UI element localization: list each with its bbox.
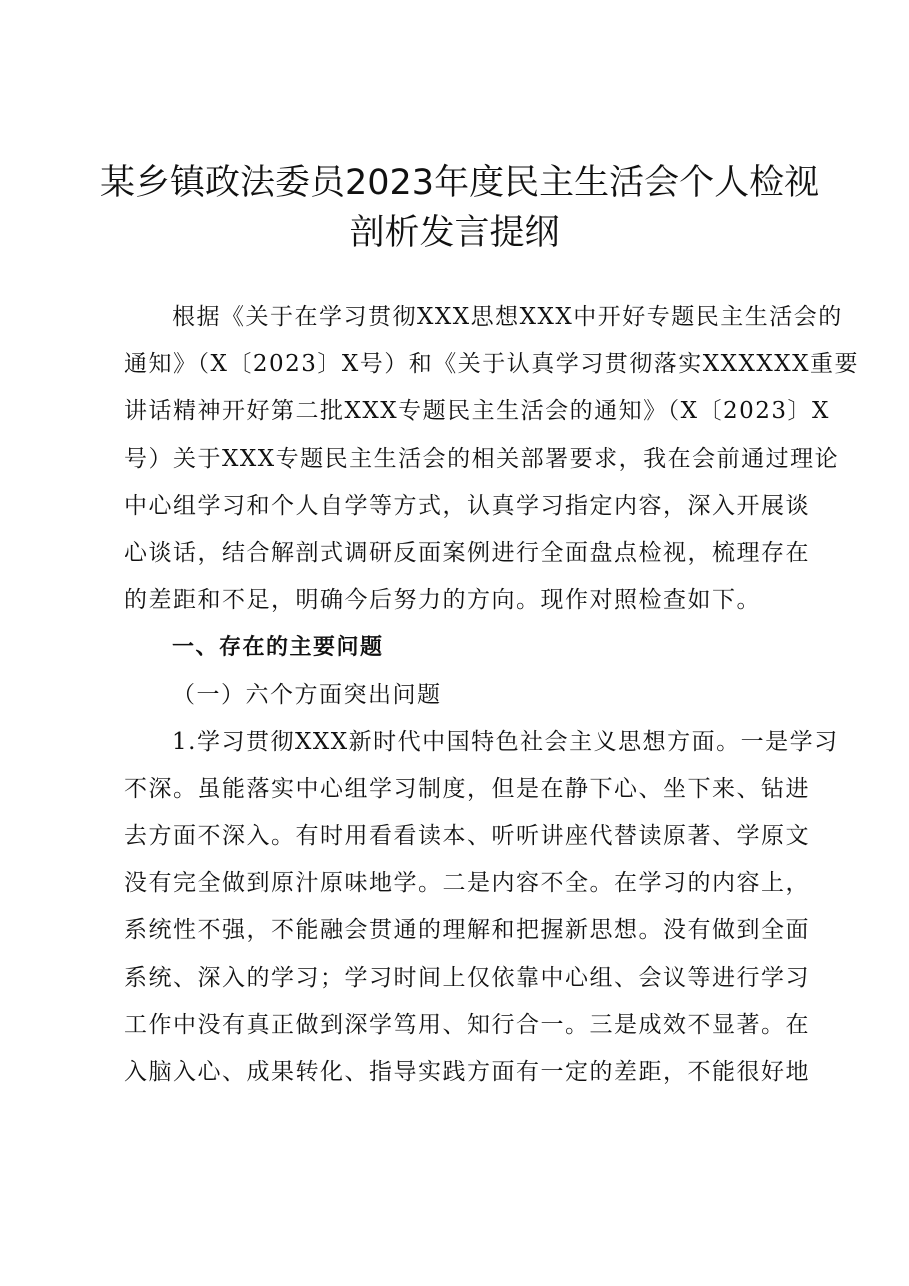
document-title bbox=[100, 158, 820, 258]
paragraph-intro-line-2: 通知》（X〔2023〕X号）和《关于认真学习贯彻落实XXXXXX重要 bbox=[124, 351, 860, 378]
title-line-2: 剖析发言提纲 bbox=[349, 213, 560, 253]
document-body bbox=[124, 294, 860, 1096]
paragraph-item1-line-7: 工作中没有真正做到深学笃用、知行合一。三是成效不显著。在 bbox=[124, 1011, 810, 1038]
paragraph-item1-line-3: 去方面不深入。有时用看看读本、听听讲座代替读原著、学原文 bbox=[124, 823, 810, 850]
title-line-1: 某乡镇政法委员2023年度民主生活会个人检视 bbox=[100, 163, 820, 203]
paragraph-intro-line-7: 的差距和不足，明确今后努力的方向。现作对照检查如下。 bbox=[124, 587, 761, 614]
paragraph-item1-line-8: 入脑入心、成果转化、指导实践方面有一定的差距，不能很好地 bbox=[124, 1059, 810, 1085]
paragraph-intro-line-4: 号）关于XXX专题民主生活会的相关部署要求，我在会前通过理论 bbox=[124, 445, 840, 472]
paragraph-item1-line-4: 没有完全做到原汁原味地学。二是内容不全。在学习的内容上， bbox=[124, 870, 810, 897]
section-heading-1: 一、存在的主要问题 bbox=[172, 635, 384, 661]
paragraph-item1-line-5: 系统性不强，不能融会贯通的理解和把握新思想。没有做到全面 bbox=[124, 917, 810, 944]
paragraph-intro-line-3: 讲话精神开好第二批XXX专题民主生活会的通知》（X〔2023〕X bbox=[124, 398, 830, 425]
subsection-heading-1: （一）六个方面突出问题 bbox=[172, 681, 442, 708]
paragraph-intro-line-5: 中心组学习和个人自学等方式，认真学习指定内容，深入开展谈 bbox=[124, 492, 810, 519]
paragraph-item1-line-6: 系统、深入的学习；学习时间上仅依靠中心组、会议等进行学习 bbox=[124, 964, 810, 991]
paragraph-item1-line-1: 1.学习贯彻XXX新时代中国特色社会主义思想方面。一是学习 bbox=[172, 728, 839, 755]
paragraph-intro-line-6: 心谈话，结合解剖式调研反面案例进行全面盘点检视，梳理存在 bbox=[124, 539, 810, 566]
paragraph-intro-line-1: 根据《关于在学习贯彻XXX思想XXX中开好专题民主生活会的 bbox=[172, 304, 843, 330]
paragraph-item1-line-2: 不深。虽能落实中心组学习制度，但是在静下心、坐下来、钻进 bbox=[124, 775, 810, 802]
